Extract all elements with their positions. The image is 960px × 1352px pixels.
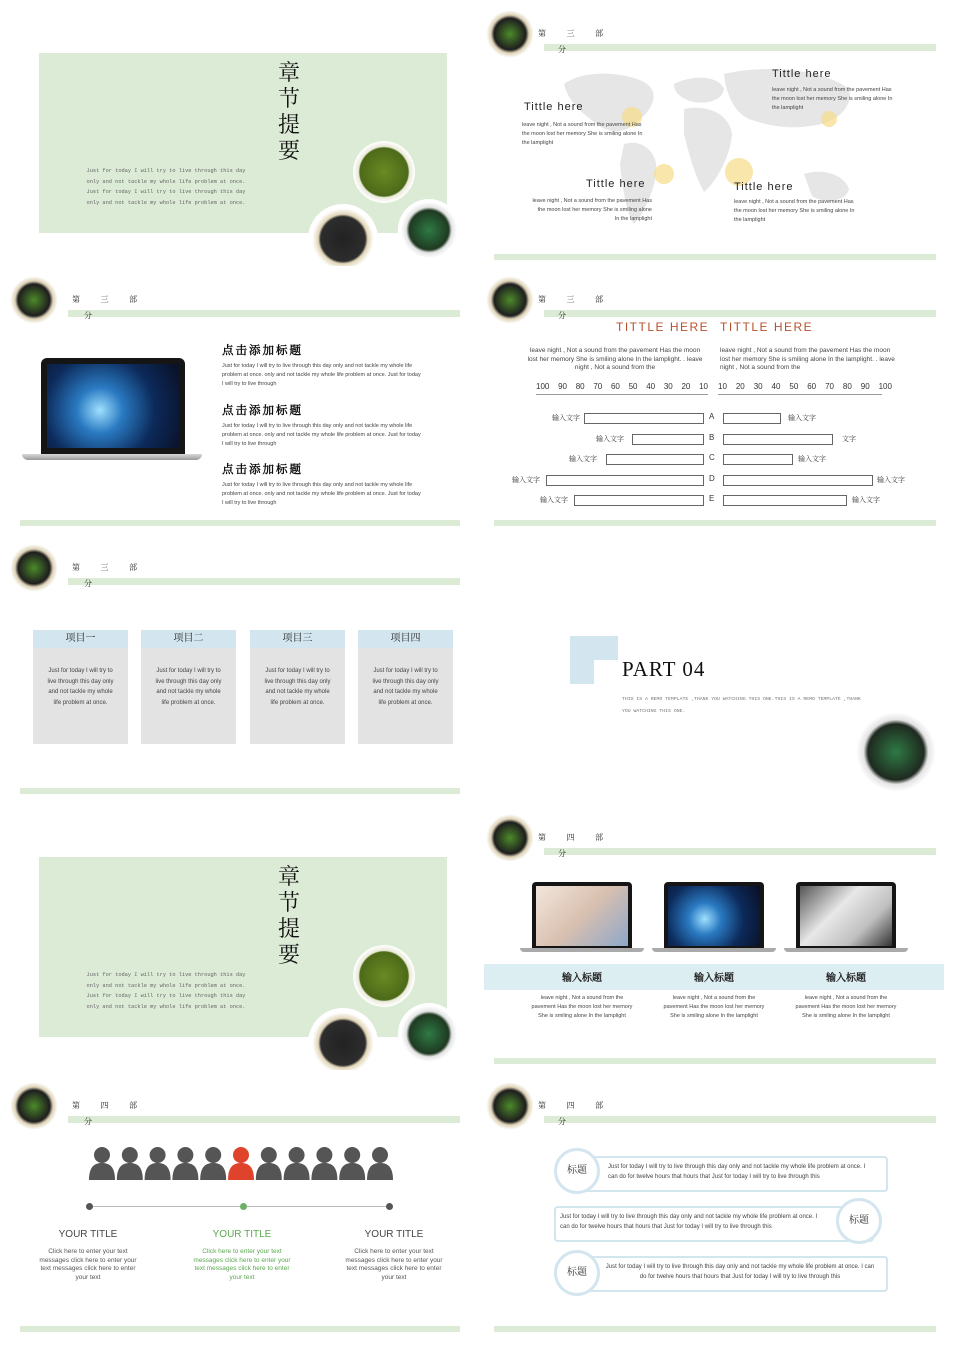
project-text: Just for today I will try to live through this day only and not tackle my whole life problem at once. xyxy=(264,668,331,706)
section-label-2: 分 xyxy=(558,45,566,54)
section-label-2: 分 xyxy=(84,1117,92,1126)
item-title: 点击添加标题 xyxy=(222,464,303,476)
tag-circle: 标题 xyxy=(554,1148,600,1194)
project-title: 项目四 xyxy=(358,630,453,648)
footer-bar xyxy=(494,1326,936,1332)
left-bar-a xyxy=(584,413,704,424)
row-letter: A xyxy=(709,412,715,421)
section-label-2: 分 xyxy=(558,1117,566,1126)
row-input-label: 输入文字 xyxy=(788,415,816,422)
plant-pot-icon xyxy=(8,540,62,596)
person-icon xyxy=(311,1147,337,1180)
person-icon xyxy=(339,1147,365,1180)
project-title: 项目二 xyxy=(141,630,236,648)
section-label: 第 三 部 xyxy=(538,295,613,304)
plant-pot-icon xyxy=(484,810,538,866)
timeline-dot xyxy=(86,1203,93,1210)
header-bar xyxy=(68,1116,460,1123)
row-input-label: 输入文字 xyxy=(877,477,905,484)
slide-tags xyxy=(484,1078,944,1338)
person-icon xyxy=(172,1147,198,1180)
people-title: YOUR TITLE xyxy=(212,1229,272,1240)
people-icons xyxy=(88,1146,398,1180)
timeline-dot xyxy=(386,1203,393,1210)
plant-pot-icon xyxy=(484,272,538,328)
row-letter: B xyxy=(709,433,715,442)
laptop-base xyxy=(652,948,776,952)
project-card xyxy=(358,630,453,744)
laptop-text: leave night , Not a sound from the pavement Has the moon lost her memory She is smiling alone In the lamplight xyxy=(531,995,633,1019)
item-text: Just for today I will try to live through this day only and not tackle my whole life problem at once. only and not tackle my whole life problem at once. Just for today I will try to live through xyxy=(222,482,421,506)
laptop-icon xyxy=(41,358,185,454)
right-scale-axis xyxy=(718,394,882,395)
person-icon xyxy=(200,1147,226,1180)
chapter-title: 章 节 提 要 xyxy=(278,865,301,968)
left-bar-d xyxy=(546,475,704,486)
map-item-text: leave night , Not a sound from the pavement Has the moon lost her memory She is smiling alone In the lamplight xyxy=(522,122,643,146)
laptop-icon xyxy=(664,882,764,948)
project-card xyxy=(141,630,236,744)
header-bar xyxy=(544,1116,936,1123)
plant-pot-icon xyxy=(353,945,415,1007)
header-bar xyxy=(544,44,936,51)
laptop-base xyxy=(520,948,644,952)
part-subtitle: THIS IS A REMO TEMPLATE ,THANK YOU WATCHING THIS ONE.THIS IS A REMO TEMPLATE ,THANK YOU WATCHING THIS ONE. xyxy=(622,697,861,714)
compare-right-title: TITTLE HERE xyxy=(720,320,814,334)
left-scale-axis xyxy=(536,394,708,395)
people-text: Click here to enter your text messages click here to enter your text messages click here to enter your text xyxy=(39,1248,137,1281)
row-letter: C xyxy=(709,453,715,462)
plant-pot-icon xyxy=(484,6,538,62)
slide-three-laptops xyxy=(484,810,944,1070)
laptop-icon xyxy=(796,882,896,948)
map-item-text: leave night , Not a sound from the pavement Has the moon lost her memory She is smiling alone In the lamplight xyxy=(772,87,893,111)
tag-text: Just for today I will try to live through this day only and not tackle my whole life problem at once. I can do for twelve hours that hours that Just for today I will try to live through this xyxy=(560,1214,818,1230)
compare-right-text: leave night , Not a sound from the pavement Has the moon lost her memory She is smiling alone In the lamplight. . leave night , Not a sound from the xyxy=(720,347,895,371)
timeline-line xyxy=(88,1206,390,1207)
footer-bar xyxy=(494,254,936,260)
tag-circle: 标题 xyxy=(554,1250,600,1296)
tag-text: Just for today I will try to live through this day only and not tackle my whole life problem at once. I can do for twelve hours that hours that Just for today I will try to live through this xyxy=(605,1264,875,1280)
laptop-title: 输入标题 xyxy=(694,973,734,984)
slide-map xyxy=(484,6,944,266)
people-title: YOUR TITLE xyxy=(58,1229,118,1240)
section-label-2: 分 xyxy=(558,849,566,858)
row-input-label: 输入文字 xyxy=(540,497,568,504)
slide-laptop xyxy=(8,272,468,532)
compare-left-title: TITTLE HERE xyxy=(616,320,710,334)
compare-left-text: leave night , Not a sound from the pavement Has the moon lost her memory She is smiling alone In the lamplight. . leave night , Not a sound from the xyxy=(527,347,703,371)
section-label: 第 四 部 xyxy=(538,833,613,842)
item-text: Just for today I will try to live through this day only and not tackle my whole life problem at once. only and not tackle my whole life problem at once. Just for today I will try to live through xyxy=(222,423,421,447)
project-text: Just for today I will try to live through this day only and not tackle my whole life problem at once. xyxy=(155,668,222,706)
section-label: 第 四 部 xyxy=(538,1101,613,1110)
slide-projects xyxy=(8,540,468,800)
chapter-text: Just for today I will try to live through this day only and not tackle my whole life problem at once. Just for today I will try to live through this day only and not tackle my whole life problem at once. xyxy=(86,168,246,206)
map-item-title: Tittle here xyxy=(586,178,646,190)
laptop-title: 输入标题 xyxy=(562,973,602,984)
plant-pot-icon xyxy=(8,1078,62,1134)
map-item-title: Tittle here xyxy=(772,68,832,80)
header-bar xyxy=(544,848,936,855)
slide-part xyxy=(484,540,944,806)
row-text-label: 文字 xyxy=(842,436,856,443)
left-bar-e xyxy=(574,495,704,506)
people-text: Click here to enter your text messages click here to enter your text messages click here to enter your text xyxy=(345,1248,443,1281)
section-label-2: 分 xyxy=(558,311,566,320)
right-bar-a xyxy=(723,413,781,424)
tag-text: Just for today I will try to live through this day only and not tackle my whole life problem at once. I can do for twelve hours that hours that Just for today I will try to live through this xyxy=(608,1164,866,1180)
person-icon xyxy=(367,1147,393,1180)
plant-pot-icon xyxy=(484,1078,538,1134)
section-label: 第 三 部 xyxy=(72,563,147,572)
plant-pot-icon xyxy=(353,141,415,203)
section-label-2: 分 xyxy=(84,311,92,320)
footer-bar xyxy=(494,520,936,526)
person-icon xyxy=(145,1147,171,1180)
laptop-text: leave night , Not a sound from the pavement Has the moon lost her memory She is smiling alone In the lamplight xyxy=(663,995,765,1019)
header-bar xyxy=(68,310,460,317)
row-input-label: 输入文字 xyxy=(569,456,597,463)
laptop-text: leave night , Not a sound from the pavement Has the moon lost her memory She is smiling alone In the lamplight xyxy=(795,995,897,1019)
person-icon xyxy=(117,1147,143,1180)
project-title: 项目一 xyxy=(33,630,128,648)
row-input-label: 输入文字 xyxy=(596,436,624,443)
part-square-small xyxy=(594,660,618,684)
plant-pot-icon xyxy=(308,204,378,266)
person-icon xyxy=(284,1147,310,1180)
left-scale: 100 90 80 70 60 50 40 30 20 10 xyxy=(536,382,708,391)
plant-pot-icon xyxy=(398,199,460,261)
footer-bar xyxy=(20,788,460,794)
tag-circle: 标题 xyxy=(836,1198,882,1244)
laptop-title: 输入标题 xyxy=(826,973,866,984)
project-text: Just for today I will try to live through this day only and not tackle my whole life problem at once. xyxy=(372,668,439,706)
slide-people xyxy=(8,1078,468,1338)
timeline-dot xyxy=(240,1203,247,1210)
left-bar-c xyxy=(606,454,704,465)
item-title: 点击添加标题 xyxy=(222,405,303,417)
laptop-base xyxy=(784,948,908,952)
right-bar-c xyxy=(723,454,793,465)
part-title: PART 04 xyxy=(622,657,706,681)
person-icon xyxy=(89,1147,115,1180)
footer-bar xyxy=(20,520,460,526)
row-input-label: 输入文字 xyxy=(552,415,580,422)
item-title: 点击添加标题 xyxy=(222,345,303,357)
slide-chapter-1 xyxy=(8,6,468,266)
project-title: 项目三 xyxy=(250,630,345,648)
person-icon xyxy=(256,1147,282,1180)
section-label: 第 三 部 xyxy=(72,295,147,304)
section-label: 第 三 部 xyxy=(538,29,613,38)
map-item-text: leave night , Not a sound from the pavement Has the moon lost her memory She is smiling alone In the lamplight xyxy=(532,198,652,222)
map-item-text: leave night , Not a sound from the pavement Has the moon lost her memory She is smiling alone In the lamplight xyxy=(734,199,855,223)
map-item-title: Tittle here xyxy=(524,101,584,113)
project-text: Just for today I will try to live through this day only and not tackle my whole life problem at once. xyxy=(47,668,114,706)
laptop-icon xyxy=(532,882,632,948)
plant-pot-icon xyxy=(308,1008,378,1070)
people-text: Click here to enter your text messages click here to enter your text messages click here to enter your text xyxy=(193,1248,291,1281)
project-card xyxy=(33,630,128,744)
row-input-label: 输入文字 xyxy=(852,497,880,504)
slide-chapter-2 xyxy=(8,810,468,1070)
chapter-text: Just for today I will try to live through this day only and not tackle my whole life problem at once. Just for today I will try to live through this day only and not tackle my whole life problem at once. xyxy=(86,972,246,1010)
right-scale: 10 20 30 40 50 60 70 80 90 100 xyxy=(718,382,892,391)
chapter-title: 章 节 提 要 xyxy=(278,61,301,164)
map-item-title: Tittle here xyxy=(734,181,794,193)
plant-pot-icon xyxy=(8,272,62,328)
row-letter: D xyxy=(709,474,715,483)
project-card xyxy=(250,630,345,744)
laptop-base xyxy=(22,454,202,460)
footer-bar xyxy=(494,1058,936,1064)
right-bar-b xyxy=(723,434,833,445)
row-letter: E xyxy=(709,494,715,503)
slide-compare xyxy=(484,272,944,532)
plant-pot-icon xyxy=(398,1003,460,1065)
item-text: Just for today I will try to live through this day only and not tackle my whole life problem at once. only and not tackle my whole life problem at once. Just for today I will try to live through xyxy=(222,363,421,387)
row-input-label: 输入文字 xyxy=(512,477,540,484)
header-bar xyxy=(68,578,460,585)
footer-bar xyxy=(20,1326,460,1332)
section-label: 第 四 部 xyxy=(72,1101,147,1110)
people-title: YOUR TITLE xyxy=(364,1229,424,1240)
header-bar xyxy=(544,310,936,317)
person-icon xyxy=(228,1147,254,1180)
right-bar-e xyxy=(723,495,847,506)
left-bar-b xyxy=(632,434,704,445)
right-bar-d xyxy=(723,475,873,486)
section-label-2: 分 xyxy=(84,579,92,588)
plant-pot-icon xyxy=(852,708,940,796)
row-input-label: 输入文字 xyxy=(798,456,826,463)
